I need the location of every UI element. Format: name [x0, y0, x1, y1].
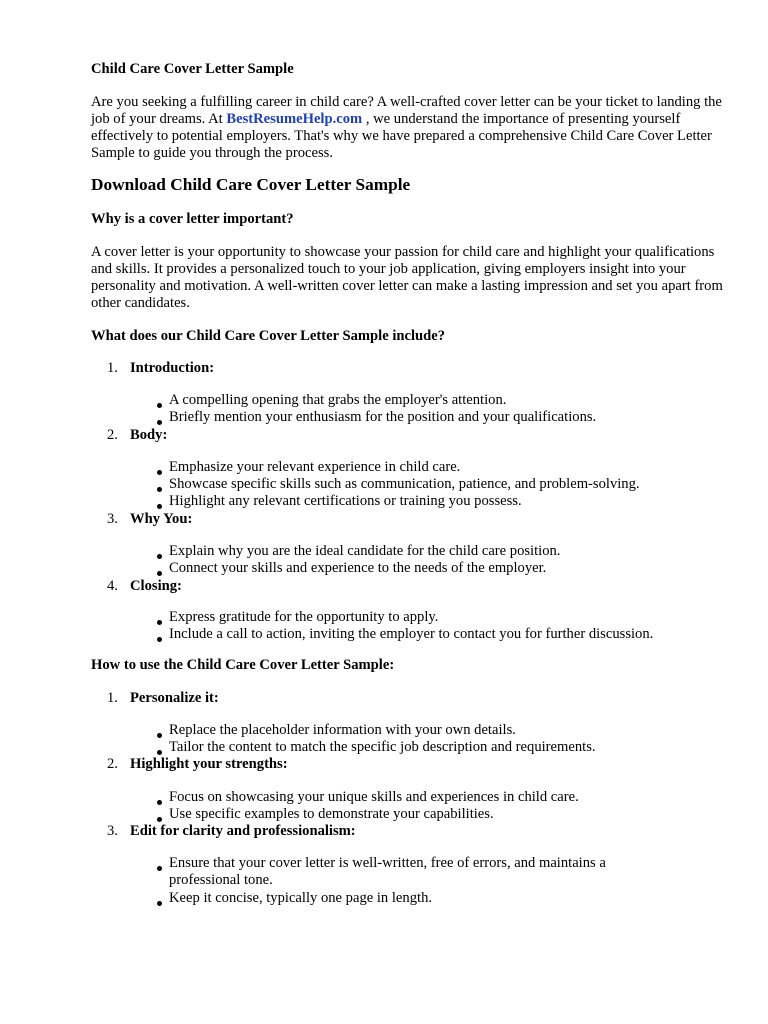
- howto-item-number: 3.: [107, 823, 118, 839]
- list-item-text: Focus on showcasing your unique skills and experiences in child care.: [169, 789, 579, 805]
- list-item-text: Emphasize your relevant experience in child care.: [169, 459, 461, 475]
- list-item-text: Express gratitude for the opportunity to apply.: [169, 609, 439, 625]
- include-item-2: [107, 427, 167, 444]
- list-item-text: Highlight any relevant certifications or training you possess.: [169, 493, 522, 509]
- intro-text-before-link: Are you seeking a fulfilling career in child care? A well-crafted cover letter can be your ticket to landing the job of your dreams. At: [91, 94, 722, 127]
- howto-item-label: Personalize it:: [130, 690, 219, 706]
- intro-paragraph: [91, 94, 731, 162]
- document-title: Child Care Cover Letter Sample: [91, 61, 294, 77]
- brand-link[interactable]: BestResumeHelp.com: [226, 111, 363, 127]
- bullet-icon: [157, 866, 162, 871]
- include-item-1: [107, 360, 214, 377]
- list-item-text: Replace the placeholder information with your own details.: [169, 722, 516, 738]
- bullet-icon: [157, 817, 162, 822]
- list-item-text: Include a call to action, inviting the employer to contact you for further discussion.: [169, 626, 654, 642]
- bullet-icon: [157, 571, 162, 576]
- include-heading: What does our Child Care Cover Letter Sample include?: [91, 328, 446, 344]
- bullet-icon: [157, 487, 162, 492]
- howto-item-number: 1.: [107, 690, 118, 706]
- include-item-number: 3.: [107, 511, 118, 527]
- why-heading: Why is a cover letter important?: [91, 211, 294, 227]
- bullet-icon: [157, 504, 162, 509]
- howto-item-label: Edit for clarity and professionalism:: [130, 823, 356, 839]
- include-item-3: [107, 511, 192, 528]
- intro-text-after-link: , we understand the importance of presenting yourself effectively to potential employers. That's why we have prepared a comprehensive Child Care Cover Letter Sample to guide you through the process.: [91, 111, 712, 161]
- list-item-text: Ensure that your cover letter is well-written, free of errors, and maintains a professional tone.: [169, 855, 606, 888]
- howto-heading: How to use the Child Care Cover Letter Sample:: [91, 657, 395, 673]
- include-item-label: Introduction:: [130, 360, 215, 376]
- howto-item-3: [107, 823, 356, 840]
- bullet-icon: [157, 420, 162, 425]
- list-item-text: Briefly mention your enthusiasm for the position and your qualifications.: [169, 409, 597, 425]
- bullet-icon: [157, 554, 162, 559]
- include-item-number: 2.: [107, 427, 118, 443]
- howto-item-label: Highlight your strengths:: [130, 756, 288, 772]
- include-item-4: [107, 578, 182, 595]
- include-item-label: Closing:: [130, 578, 182, 594]
- list-item-text: Connect your skills and experience to the needs of the employer.: [169, 560, 547, 576]
- include-item-label: Why You:: [130, 511, 193, 527]
- list-item-text: Use specific examples to demonstrate your capabilities.: [169, 806, 494, 822]
- list-item-text: Explain why you are the ideal candidate for the child care position.: [169, 543, 561, 559]
- include-item-label: Body:: [130, 427, 168, 443]
- howto-item-2: [107, 756, 288, 773]
- include-item-number: 4.: [107, 578, 118, 594]
- bullet-icon: [157, 470, 162, 475]
- bullet-icon: [157, 637, 162, 642]
- list-item-text: Showcase specific skills such as communication, patience, and problem-solving.: [169, 476, 640, 492]
- download-heading: Download Child Care Cover Letter Sample: [91, 175, 411, 194]
- bullet-icon: [157, 403, 162, 408]
- why-paragraph: A cover letter is your opportunity to showcase your passion for child care and highlight your qualifications and skills. It provides a personalized touch to your job application, giving employers insight into your personality and motivation. A well-written cover letter can make a lasting impression and set you apart from other candidates.: [91, 244, 723, 311]
- howto-item-number: 2.: [107, 756, 118, 772]
- bullet-icon: [157, 750, 162, 755]
- bullet-icon: [157, 901, 162, 906]
- list-item-text: A compelling opening that grabs the employer's attention.: [169, 392, 507, 408]
- bullet-icon: [157, 800, 162, 805]
- list-item-text: Keep it concise, typically one page in length.: [169, 890, 433, 906]
- bullet-icon: [157, 733, 162, 738]
- howto-item-1: [107, 690, 219, 707]
- bullet-icon: [157, 620, 162, 625]
- include-item-number: 1.: [107, 360, 118, 376]
- list-item-text: Tailor the content to match the specific job description and requirements.: [169, 739, 596, 755]
